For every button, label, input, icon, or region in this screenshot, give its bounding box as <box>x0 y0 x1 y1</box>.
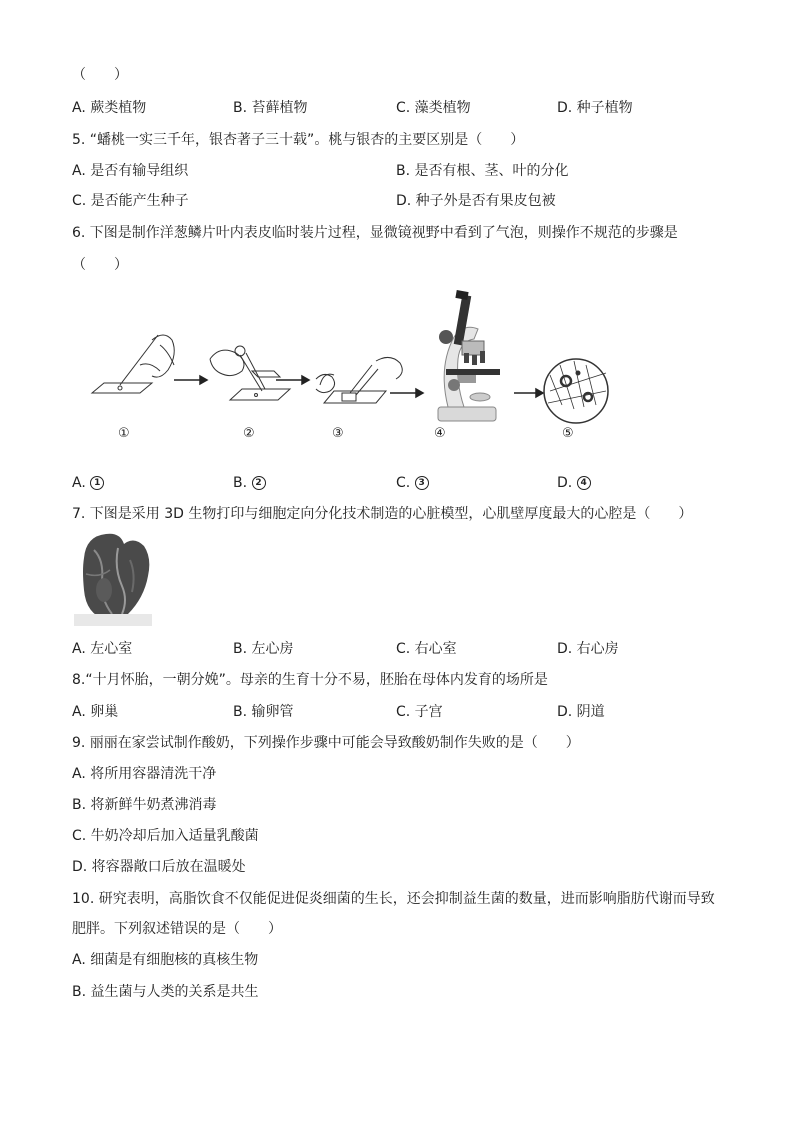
heart-model-image <box>74 530 152 626</box>
q7-option-d[interactable]: D. 右心房 <box>557 641 619 657</box>
q6-option-d-mark: 4 <box>577 476 591 490</box>
q5-stem: 5. “蟠桃一实三千年，银杏著子三十载”。桃与银杏的主要区别是（ ） <box>72 132 525 148</box>
figure-label-1: ① <box>118 426 130 441</box>
q10-stem: 10. 研究表明，高脂饮食不仅能促进促炎细菌的生长，还会抑制益生菌的数量，进而影响脂肪代谢而导致 <box>72 891 715 907</box>
q7-option-a[interactable]: A. 左心室 <box>72 641 133 657</box>
q9-option-b[interactable]: B. 将新鲜牛奶煮沸消毒 <box>72 797 217 813</box>
figure-label-5: ⑤ <box>562 426 574 441</box>
q6-option-a[interactable] <box>72 473 104 493</box>
q5-option-a[interactable]: A. 是否有输导组织 <box>72 163 189 179</box>
q10-stem-cont: 肥胖。下列叙述错误的是（ ） <box>72 921 282 937</box>
q4-option-b[interactable]: B. 苔藓植物 <box>233 100 308 116</box>
step3-illustration <box>316 357 402 403</box>
slide-preparation-figure <box>80 285 640 445</box>
q5-option-c[interactable]: C. 是否能产生种子 <box>72 193 189 209</box>
q6-option-b-mark: 2 <box>252 476 266 490</box>
q8-option-a[interactable]: A. 卵巢 <box>72 704 119 720</box>
q4-option-c[interactable]: C. 藻类植物 <box>396 100 471 116</box>
q8-option-c[interactable]: C. 子宫 <box>396 704 443 720</box>
q4-blank: （ ） <box>72 67 128 83</box>
q6-option-d-letter: D. <box>557 475 573 491</box>
field-of-view-illustration <box>544 359 608 423</box>
q10-option-a[interactable]: A. 细菌是有细胞核的真核生物 <box>72 952 259 968</box>
q4-option-d[interactable]: D. 种子植物 <box>557 100 633 116</box>
q6-option-b-letter: B. <box>233 475 248 491</box>
q6-option-c[interactable] <box>396 473 429 493</box>
q7-option-b[interactable]: B. 左心房 <box>233 641 294 657</box>
figure-label-2: ② <box>243 426 255 441</box>
q6-stem-blank: （ ） <box>72 257 128 273</box>
q4-option-a[interactable]: A. 蕨类植物 <box>72 100 147 116</box>
q8-stem: 8.“十月怀胎，一朝分娩”。母亲的生育十分不易，胚胎在母体内发育的场所是 <box>72 672 548 688</box>
arrow-4 <box>514 389 543 397</box>
q6-stem: 6. 下图是制作洋葱鳞片叶内表皮临时装片过程，显微镜视野中看到了气泡，则操作不规范的步骤是 <box>72 225 678 241</box>
q9-option-d[interactable]: D. 将容器敞口后放在温暖处 <box>72 859 246 875</box>
q5-option-d[interactable]: D. 种子外是否有果皮包被 <box>396 193 556 209</box>
q6-option-b[interactable] <box>233 473 266 493</box>
arrow-1 <box>174 376 207 384</box>
q7-option-c[interactable]: C. 右心室 <box>396 641 457 657</box>
arrow-2 <box>276 376 309 384</box>
step2-illustration <box>210 346 290 400</box>
q9-option-a[interactable]: A. 将所用容器清洗干净 <box>72 766 217 782</box>
q8-option-d[interactable]: D. 阴道 <box>557 704 605 720</box>
q7-stem: 7. 下图是采用 3D 生物打印与细胞定向分化技术制造的心脏模型，心肌壁厚度最大的心腔是（ ） <box>72 506 693 522</box>
q6-option-c-mark: 3 <box>415 476 429 490</box>
q6-option-a-mark: 1 <box>90 476 104 490</box>
microscope-illustration <box>438 290 500 421</box>
q9-stem: 9. 丽丽在家尝试制作酸奶，下列操作步骤中可能会导致酸奶制作失败的是（ ） <box>72 735 580 751</box>
figure-label-3: ③ <box>332 426 344 441</box>
arrow-3 <box>390 389 423 397</box>
q10-option-b[interactable]: B. 益生菌与人类的关系是共生 <box>72 984 259 1000</box>
q9-option-c[interactable]: C. 牛奶冷却后加入适量乳酸菌 <box>72 828 259 844</box>
q5-option-b[interactable]: B. 是否有根、茎、叶的分化 <box>396 163 569 179</box>
q8-option-b[interactable]: B. 输卵管 <box>233 704 294 720</box>
q6-option-c-letter: C. <box>396 475 411 491</box>
q6-option-a-letter: A. <box>72 475 86 491</box>
q6-option-d[interactable] <box>557 473 591 493</box>
figure-label-4: ④ <box>434 426 446 441</box>
step1-illustration <box>92 335 174 393</box>
